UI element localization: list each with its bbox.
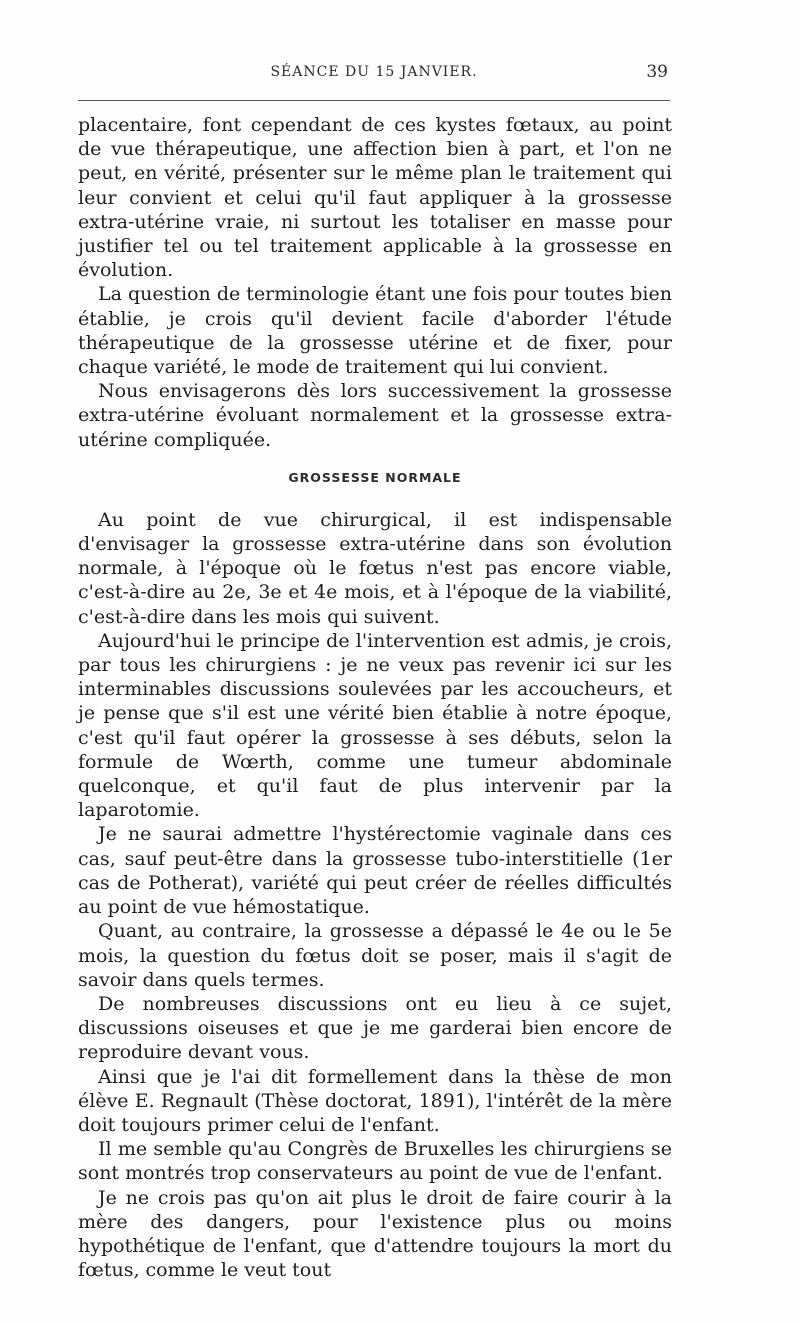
paragraph: Quant, au contraire, la grossesse a dépassé le 4e ou le 5e mois, la question du fœtus doit se poser, mais il s'agit de savoir dans quels termes.: [78, 920, 672, 991]
page-body: [78, 113, 672, 1282]
paragraph: Je ne saurai admettre l'hystérectomie vaginale dans ces cas, sauf peut-être dans la grossesse tubo-interstitielle (1er cas de Potherat), variété qui peut créer de réelles difficultés au point de vue hémostatique.: [78, 823, 672, 919]
page-header: [78, 62, 670, 86]
section-heading: GROSSESSE NORMALE: [288, 469, 462, 485]
header-rule: [78, 100, 670, 101]
paragraph: Au point de vue chirurgical, il est indispensable d'envisager la grossesse extra-utérine dans son évolution normale, à l'époque où le fœtus n'est pas encore viable, c'est-à-dire au 2e, 3e et 4e mois, et à l'époque de la viabilité, c'est-à-dire dans les mois qui suivent.: [78, 508, 672, 628]
paragraph: Il me semble qu'au Congrès de Bruxelles les chirurgiens se sont montrés trop conservateurs au point de vue de l'enfant.: [78, 1138, 672, 1185]
paragraph: Ainsi que je l'ai dit formellement dans la thèse de mon élève E. Regnault (Thèse doctorat, 1891), l'intérêt de la mère doit toujours primer celui de l'enfant.: [78, 1065, 672, 1136]
paragraph: De nombreuses discussions ont eu lieu à ce sujet, discussions oiseuses et que je me garderai bien encore de reproduire devant vous.: [78, 992, 672, 1064]
paragraph: La question de terminologie étant une fois pour toutes bien établie, je crois qu'il devient facile d'aborder l'étude thérapeutique de la grossesse utérine et de fixer, pour chaque variété, le mode de traitement qui lui convient.: [78, 283, 672, 379]
paragraph: Aujourd'hui le principe de l'intervention est admis, je crois, par tous les chirurgiens : je ne veux pas revenir ici sur les interminables discussions soulevées par les accoucheurs, et je pense que s'il est une vérité bien établie à notre époque, c'est qu'il faut opérer la grossesse à ses débuts, selon la formule de Wœrth, comme une tumeur abdominale quelconque, et qu'il faut de plus intervenir par la laparotomie.: [78, 629, 672, 822]
page-number: 39: [646, 62, 668, 82]
paragraph: placentaire, font cependant de ces kystes fœtaux, au point de vue thérapeutique, une affection bien à part, et l'on ne peut, en vérité, présenter sur le même plan le traitement qui leur convient et celui qu'il faut appliquer à la grossesse extra-utérine vraie, ni surtout les totaliser en masse pour justifier tel ou tel traitement applicable à la grossesse en évolution.: [78, 114, 672, 282]
paragraph: Je ne crois pas qu'on ait plus le droit de faire courir à la mère des dangers, pour l'existence plus ou moins hypothétique de l'enfant, que d'attendre toujours la mort du fœtus, comme le veut tout: [78, 1186, 672, 1282]
paragraph: Nous envisagerons dès lors successivement la grossesse extra-utérine évoluant normalement et la grossesse extra-utérine compliquée.: [78, 380, 672, 451]
running-title: SÉANCE DU 15 JANVIER.: [270, 64, 478, 80]
